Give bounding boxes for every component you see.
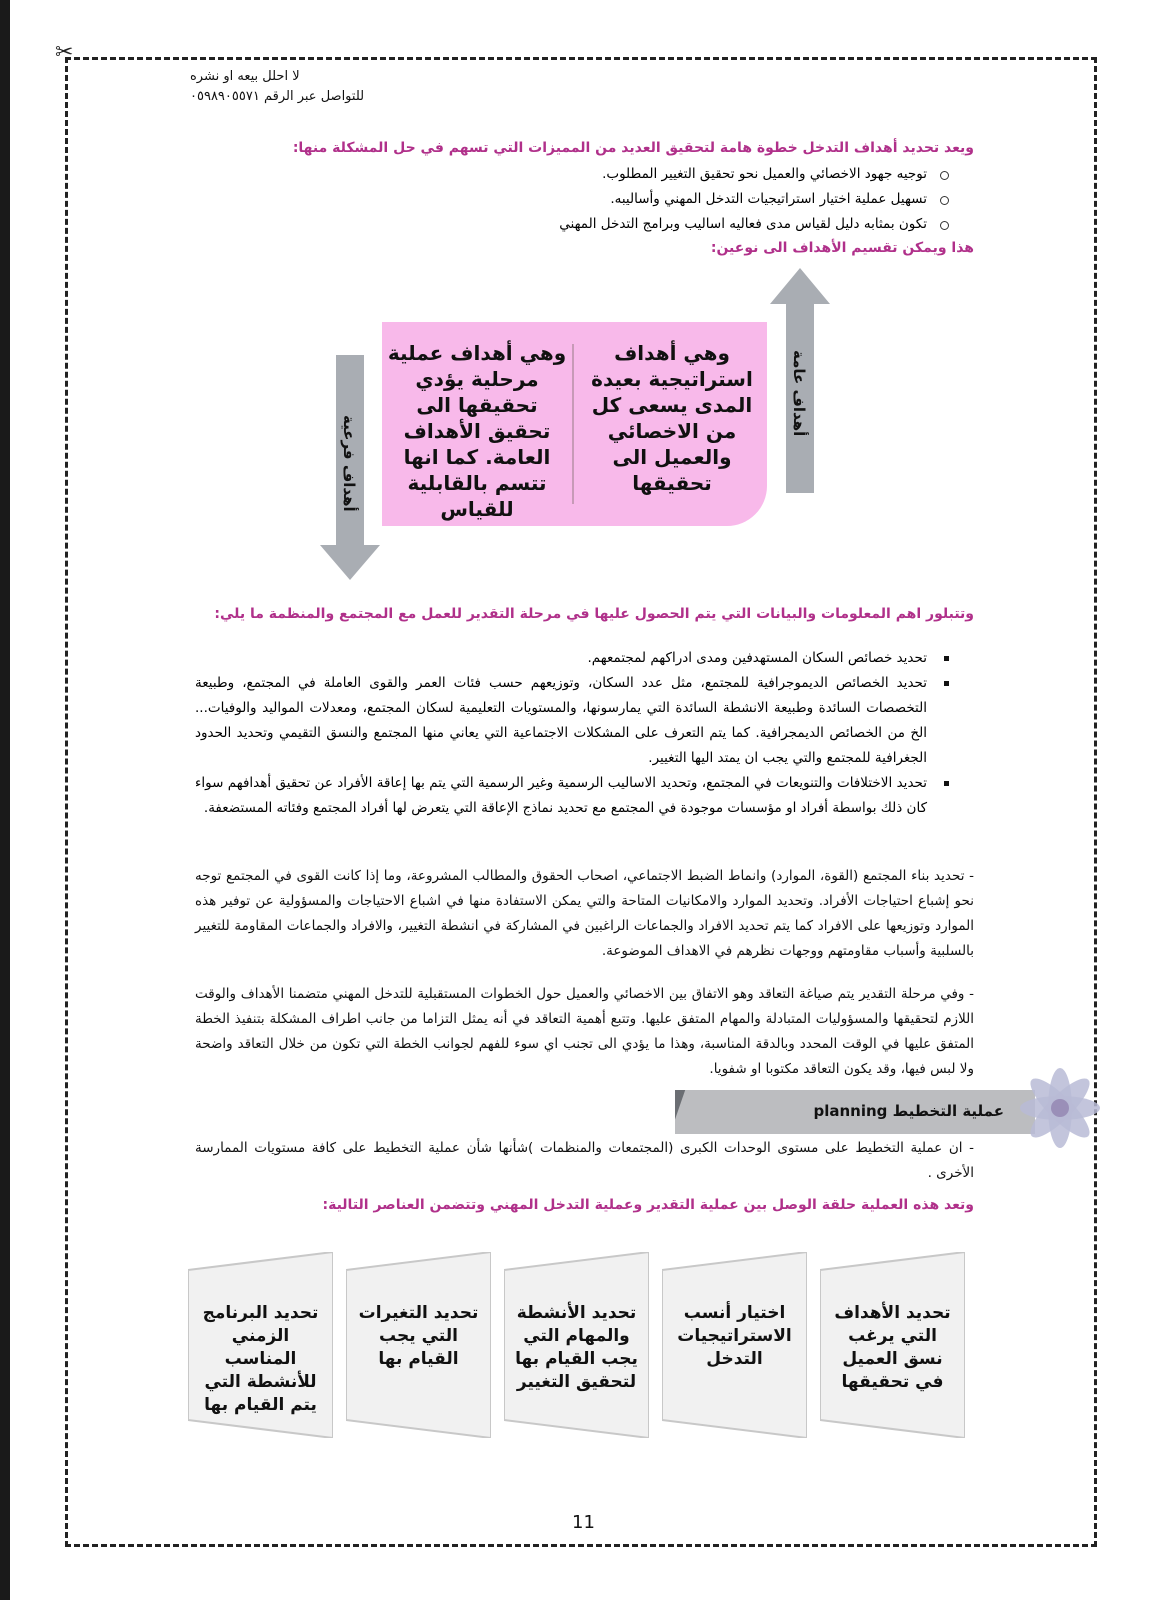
step-text: تحديد الأهداف التي يرغب نسق العميل في تحقيقها [834, 1303, 951, 1392]
step-card-3 [504, 1252, 649, 1438]
note-line-1: لا احلل بيعه او نشره [190, 69, 300, 84]
paragraph-contract: - وفي مرحلة التقدير يتم صياغة التعاقد وهو الاتفاق بين الاخصائي والعميل حول الخطوات المستقبلية للتدخل المهني متضمنا الأهداف والوقت اللازم لتحقيقها والمسؤوليات المتبادلة والمهام المتفق عليها. وتتبع أهمية التعاقد في أنه يمثل التزاما من جانب اطراف المشكلة بتنفيذ الخطة المتفق عليها في الوقت المحدد وبالدقة المناسبة، وهذا ما يؤدي الى تجنب اي سوء للفهم لجوانب الخطة التي تكون من خلال التعاقد واضحة ولا لبس فيها، وقد يكون التعاقد مكتوبا او شفويا. [195, 986, 974, 1077]
step-text: اختيار أنسب الاستراتيجيات التدخل [677, 1303, 792, 1369]
scissors-icon: ✂ [55, 40, 74, 65]
section1-heading: ويعد تحديد أهداف التدخل خطوة هامة لتحقيق العديد من المميزات التي تسهم في حل المشكلة منها: [292, 140, 974, 156]
sub-goals-text: وهي أهداف عملية مرحلية يؤدي تحقيقها الى تحقيق الأهداف العامة. كما انها تتسم بالقابلية للقياس [387, 341, 567, 521]
list-item: تسهيل عملية اختيار استراتيجيات التدخل المهني وأساليبه. [389, 187, 927, 212]
general-goals-text: وهي أهداف استراتيجية بعيدة المدى يسعى كل من الاخصائي والعميل الى تحقيقها [591, 341, 753, 495]
general-goals-label: أهداف عامة [790, 350, 808, 437]
planning-paragraph: - ان عملية التخطيط على مستوى الوحدات الكبرى (المجتمعات والمنظمات )شأنها شأن عملية التخطيط على كافة مستويات الممارسة الأخرى . [195, 1140, 974, 1181]
page [10, 0, 1154, 1600]
section2-heading: وتتبلور اهم المعلومات والبيانات التي يتم الحصول عليها في مرحلة التقدير للعمل مع المجتمع والمنظمة ما يلي: [214, 606, 974, 622]
step-card-4 [346, 1252, 491, 1438]
step-card-5 [188, 1252, 333, 1438]
planning-heading: وتعد هذه العملية حلقة الوصل بين عملية التقدير وعملية التدخل المهني وتتضمن العناصر التالية: [322, 1197, 974, 1213]
planning-banner-label: عملية التخطيط planning [813, 1102, 1004, 1120]
step-text: تحديد البرنامج الزمني المناسب للأنشطة التي يتم القيام بها [202, 1303, 319, 1415]
sub-goals-label: أهداف فرعية [340, 415, 358, 512]
note-line-2: للتواصل عبر الرقم ٠٥٩٨٩٠٥٥٧١ [190, 89, 365, 104]
goals-box [382, 322, 767, 526]
paragraph-community-structure: - تحديد بناء المجتمع (القوة، الموارد) وانماط الضبط الاجتماعي، اصحاب الحقوق والمطالب المشروعة، وما إذا كانت القوى في المجتمع توجه نحو إشباع احتياجات الأفراد. وتحديد الموارد والامكانيات المتاحة والتي يمكن الاستفادة منها في اشباع الاحتياجات والمسؤولية عن توفير هذه الموارد وتوزيعها على الافراد كما يتم تحديد الافراد والجماعات الراغبين في المشاركة في انشطة التغيير، والافراد والجماعات المقاومة للتغيير بالسلبية وأسباب مقاومتهم ووجهات نظرهم في الاهداف الموضوعة. [195, 868, 974, 959]
page-number: 11 [572, 1512, 595, 1533]
step-card-1 [820, 1252, 965, 1438]
step-card-2 [662, 1252, 807, 1438]
list-item: تكون بمثابه دليل لقياس مدى فعاليه اساليب وبرامج التدخل المهني [389, 212, 927, 237]
copyright-note [190, 67, 510, 107]
flower-icon [1010, 1063, 1110, 1153]
step-text: تحديد الأنشطة والمهام التي يجب القيام بها لتحقيق التغيير [515, 1303, 638, 1392]
divider [572, 344, 574, 504]
list-item: توجيه جهود الاخصائي والعميل نحو تحقيق التغيير المطلوب. [389, 162, 927, 187]
section1-list [389, 162, 949, 237]
section1-subheading: هذا ويمكن تقسيم الأهداف الى نوعين: [710, 240, 974, 256]
list-item: تحديد خصائص السكان المستهدفين ومدى ادراكهم لمجتمعهم. [195, 646, 927, 671]
section2-list [195, 646, 949, 821]
list-item: تحديد الاختلافات والتنويعات في المجتمع، وتحديد الاساليب الرسمية وغير الرسمية التي يتم بها إعاقة الأفراد عن تحقيق أهدافهم سواء كان ذلك بواسطة أفراد او مؤسسات موجودة في المجتمع مع تحديد نماذج الإعاقة التي يتعرض لها أفراد المجتمع وفئاته المستضعفة. [195, 771, 927, 821]
list-item: تحديد الخصائص الديموجرافية للمجتمع، مثل عدد السكان، وتوزيعهم حسب فئات العمر والقوى العاملة في المجتمع، وطبيعة التخصصات السائدة وطبيعة الانشطة السائدة التي يمارسونها، والمستويات التعليمية لسكان المجتمع، ومعدلات المواليد والوفيات... الخ من الخصائص الديمجرافية. كما يتم التعرف على المشكلات الاجتماعية التي يعاني منها المجتمع والنسق التقيمي وتحديد الحدود الجغرافية للمجتمع والتي يجب ان يمتد اليها التغيير. [195, 671, 927, 771]
step-text: تحديد التغيرات التي يجب القيام بها [358, 1303, 479, 1369]
